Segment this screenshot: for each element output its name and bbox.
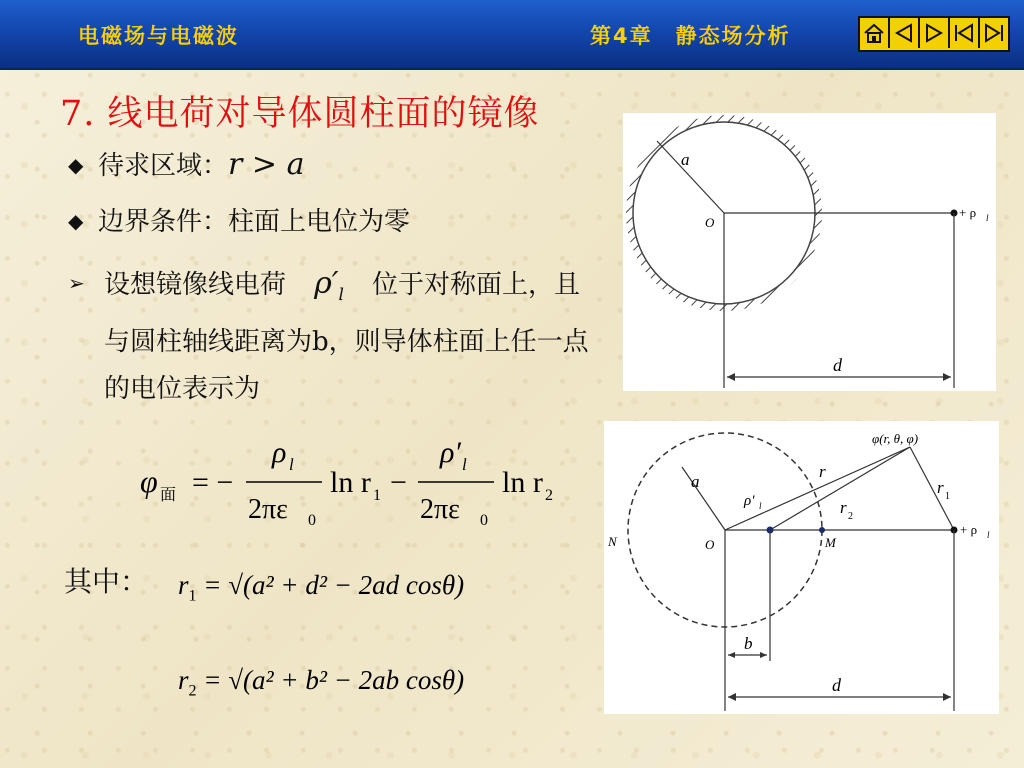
radius-line-2 [682, 467, 725, 530]
next-button[interactable] [950, 18, 980, 48]
phi-symbol: φ [140, 463, 158, 499]
label-point: φ(r, θ, φ) [872, 431, 919, 446]
next-icon [952, 21, 976, 45]
label-o2: O [705, 537, 715, 552]
slide-heading: 7. 线电荷对导体圆柱面的镜像 [60, 94, 540, 134]
label-d: d [833, 355, 842, 375]
label-rho: + ρ [959, 205, 977, 220]
where-label: 其中： [64, 565, 149, 598]
r1-equation [178, 570, 464, 605]
frac1-numerator: ρ [272, 436, 287, 469]
frac2-numerator: ρ′ [440, 436, 461, 469]
label-rho-image-sub: l [759, 501, 762, 511]
r2-equation [178, 665, 464, 700]
prev-icon [922, 21, 946, 45]
frac2-denominator: 2πε [420, 494, 460, 525]
minus-sign: − [390, 466, 407, 499]
title-bar [0, 0, 1024, 70]
bullet-region-math: r > a [228, 147, 305, 182]
frac2-denominator-sub: 0 [480, 512, 488, 529]
r2-line [770, 447, 910, 530]
frac1-denominator-sub: 0 [308, 512, 316, 529]
label-n: N [608, 534, 617, 549]
nav-toolbar [858, 16, 1010, 52]
diamond-bullet-icon: ◆ [68, 209, 84, 233]
label-o: O [705, 215, 715, 230]
home-button[interactable] [860, 18, 890, 48]
last-button[interactable] [980, 18, 1008, 48]
ln-r1-sub: 1 [373, 487, 381, 504]
rho-prime-sub: l [338, 285, 344, 305]
r1-lhs: r [178, 570, 189, 600]
d-arrow-left [727, 373, 735, 381]
label-r2: r [840, 498, 847, 517]
first-button[interactable] [890, 18, 920, 48]
last-icon [982, 21, 1006, 45]
figure-image-charge [604, 421, 999, 714]
prev-button[interactable] [920, 18, 950, 48]
course-title: 电磁场与电磁波 [78, 24, 239, 48]
figure1-svg [623, 113, 996, 391]
chapter-label: 第4章 静态场分析 [590, 24, 791, 48]
bullet3-part2: 位于对称面上，且与圆柱轴线距离为b，则导体柱面上任一点的电位表示为 [104, 270, 589, 404]
bullet-region [68, 146, 304, 185]
phi-subscript: 面 [160, 487, 177, 504]
label-rho-image: ρ′ [744, 493, 755, 509]
first-icon [892, 21, 916, 45]
label-b: b [744, 634, 753, 653]
label-a2: a [691, 472, 700, 491]
d-arrow-right [943, 373, 951, 381]
label-r2-sub: 2 [848, 511, 853, 522]
frac2-numerator-sub: l [462, 455, 467, 474]
figure2-svg [604, 421, 999, 714]
r2-lhs-sub: 2 [188, 682, 197, 700]
label-rho2-sub: l [987, 530, 990, 540]
label-r1-sub: 1 [945, 491, 950, 502]
d2-arrow-right [943, 693, 951, 701]
ln-r2-sub: 2 [545, 487, 553, 504]
home-icon [862, 21, 886, 45]
ln-r1: ln r [330, 466, 371, 499]
point-m [819, 527, 825, 533]
bullet-image-charge-text [104, 260, 604, 413]
rho-prime-text: ρ′ [314, 266, 339, 301]
r2-lhs: r [178, 665, 189, 695]
label-rho2: + ρ [960, 522, 978, 537]
bullet-boundary-text: 边界条件：柱面上电位为零 [98, 207, 411, 237]
frac1-numerator-sub: l [289, 455, 294, 474]
label-a: a [681, 150, 690, 169]
b-arrow-right [760, 652, 767, 658]
equals-minus: = − [192, 466, 234, 499]
b-arrow-left [728, 652, 735, 658]
bullet-boundary [68, 202, 410, 241]
potential-formula [140, 430, 580, 540]
arrow-bullet-icon: ➢ [68, 271, 85, 295]
figure-conductor-cylinder [623, 113, 996, 391]
r1-line [910, 447, 954, 530]
label-m: M [825, 535, 836, 550]
bullet3-part1: 设想镜像线电荷 [104, 270, 287, 300]
ln-r2: ln r [502, 466, 543, 499]
r2-rhs: = √(a² + b² − 2ab cosθ) [203, 665, 465, 695]
frac1-denominator: 2πε [248, 494, 288, 525]
label-d2: d [832, 675, 841, 695]
diamond-bullet-icon: ◆ [68, 153, 84, 177]
bullet-region-label: 待求区域： [98, 151, 229, 181]
d2-arrow-left [728, 693, 736, 701]
label-r: r [819, 462, 826, 481]
label-r1: r [937, 478, 944, 497]
label-rho-sub: l [986, 213, 989, 223]
r-line [725, 447, 910, 530]
r1-rhs: = √(a² + d² − 2ad cosθ) [203, 570, 465, 600]
rho-prime-symbol [286, 260, 372, 319]
r1-lhs-sub: 1 [188, 587, 197, 605]
